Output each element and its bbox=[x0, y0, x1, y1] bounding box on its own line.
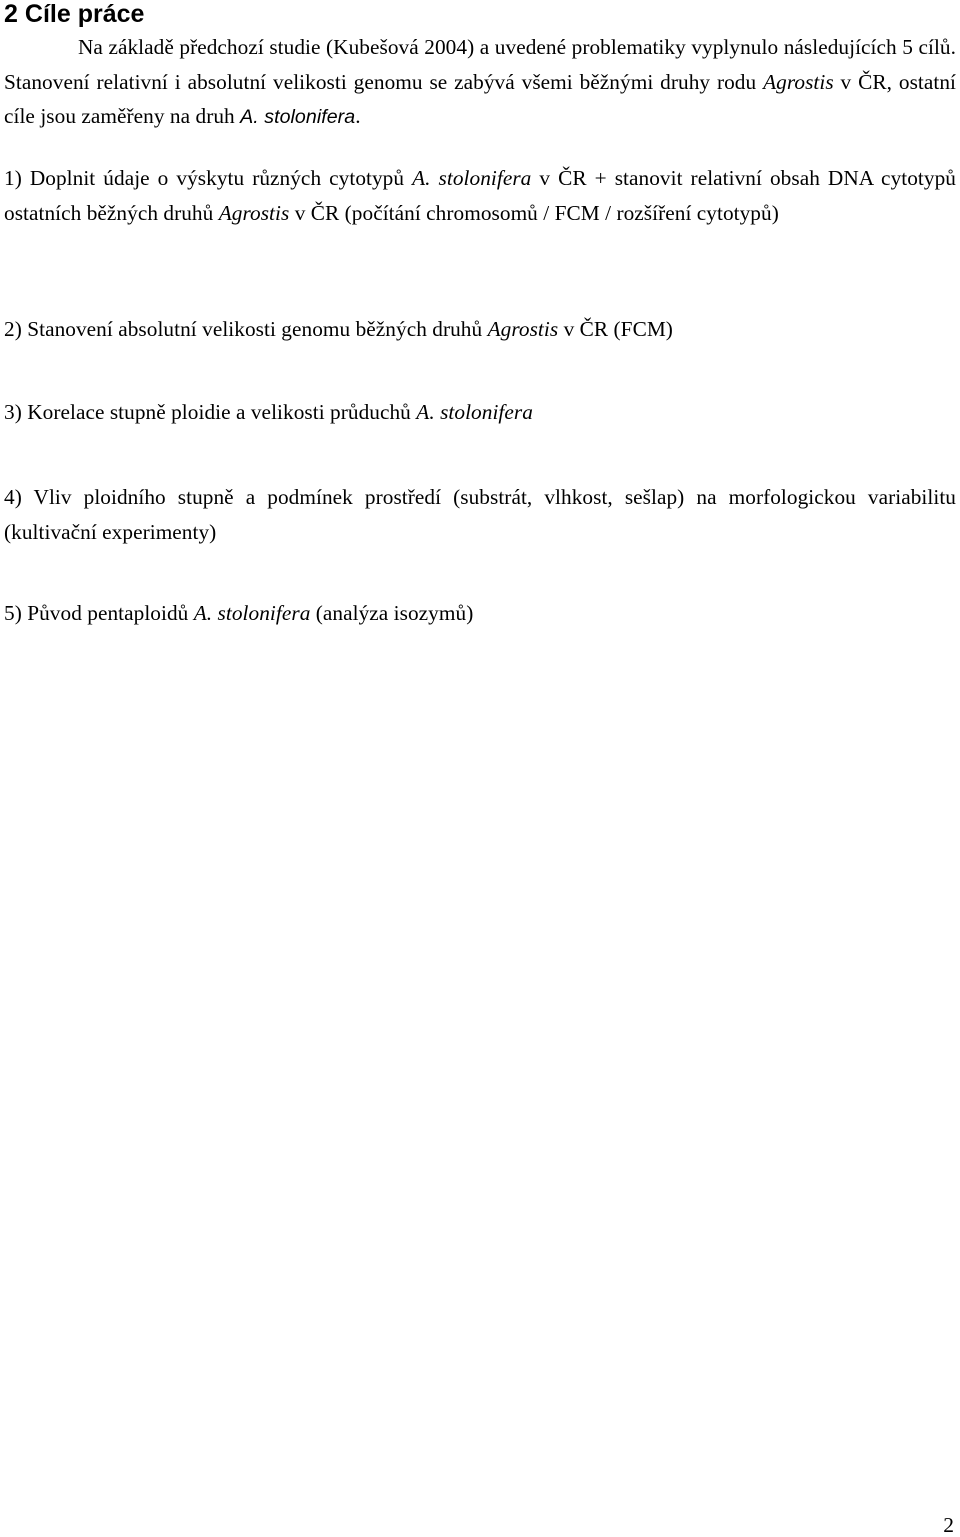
goal-1-text-3: v ČR (počítání chromosomů / FCM / rozšíření cytotypů) bbox=[289, 200, 779, 225]
goal-1-text-2: v ČR + stanovit relativní obsah DNA cytotypů ostatních běžných druhů bbox=[4, 166, 956, 225]
intro-species-name: A. stolonifera bbox=[240, 106, 356, 128]
goal-3 bbox=[4, 395, 956, 430]
goal-1-genus-name: Agrostis bbox=[218, 200, 290, 225]
goal-5 bbox=[4, 596, 956, 631]
goal-1-text-1: 1) Doplnit údaje o výskytu různých cytotypů bbox=[4, 166, 413, 190]
intro-text-3: . bbox=[355, 104, 361, 128]
intro-paragraph bbox=[4, 30, 956, 135]
goal-3-text-1: 3) Korelace stupně ploidie a velikosti průduchů bbox=[4, 400, 417, 424]
goal-2-genus-name: Agrostis bbox=[487, 317, 559, 341]
goal-4-text-1: 4) Vliv ploidního stupně a podmínek prostředí (substrát, vlhkost, sešlap) na morfologickou variabilitu (kultivační experimenty) bbox=[4, 485, 956, 544]
goal-2-text-1: 2) Stanovení absolutní velikosti genomu běžných druhů bbox=[4, 317, 488, 341]
goal-5-text-2: (analýza isozymů) bbox=[310, 601, 474, 625]
intro-text-1: Na základě předchozí studie (Kubešová 2004) a uvedené problematiky vyplynulo následujících 5 cílů. Stanovení relativní i absolutní velikosti genomu se zabývá všemi běžnými druhy rodu bbox=[4, 35, 956, 94]
goal-2 bbox=[4, 312, 956, 347]
intro-text-2: v ČR, ostatní cíle jsou zaměřeny na druh bbox=[4, 69, 957, 128]
goal-2-text-2: v ČR (FCM) bbox=[558, 317, 673, 341]
goal-5-text-1: 5) Původ pentaploidů bbox=[4, 601, 194, 625]
goal-5-species-name: A. stolonifera bbox=[193, 601, 311, 625]
page-number: 2 bbox=[943, 1513, 954, 1537]
goal-3-species-name: A. stolonifera bbox=[416, 400, 533, 424]
section-heading bbox=[4, 0, 144, 29]
section-number: 2 bbox=[4, 0, 18, 28]
goal-1-species-name: A. stolonifera bbox=[412, 166, 532, 190]
goal-4 bbox=[4, 480, 956, 549]
intro-genus-name: Agrostis bbox=[763, 69, 834, 94]
goal-1 bbox=[4, 161, 956, 230]
section-title: Cíle práce bbox=[24, 0, 145, 28]
